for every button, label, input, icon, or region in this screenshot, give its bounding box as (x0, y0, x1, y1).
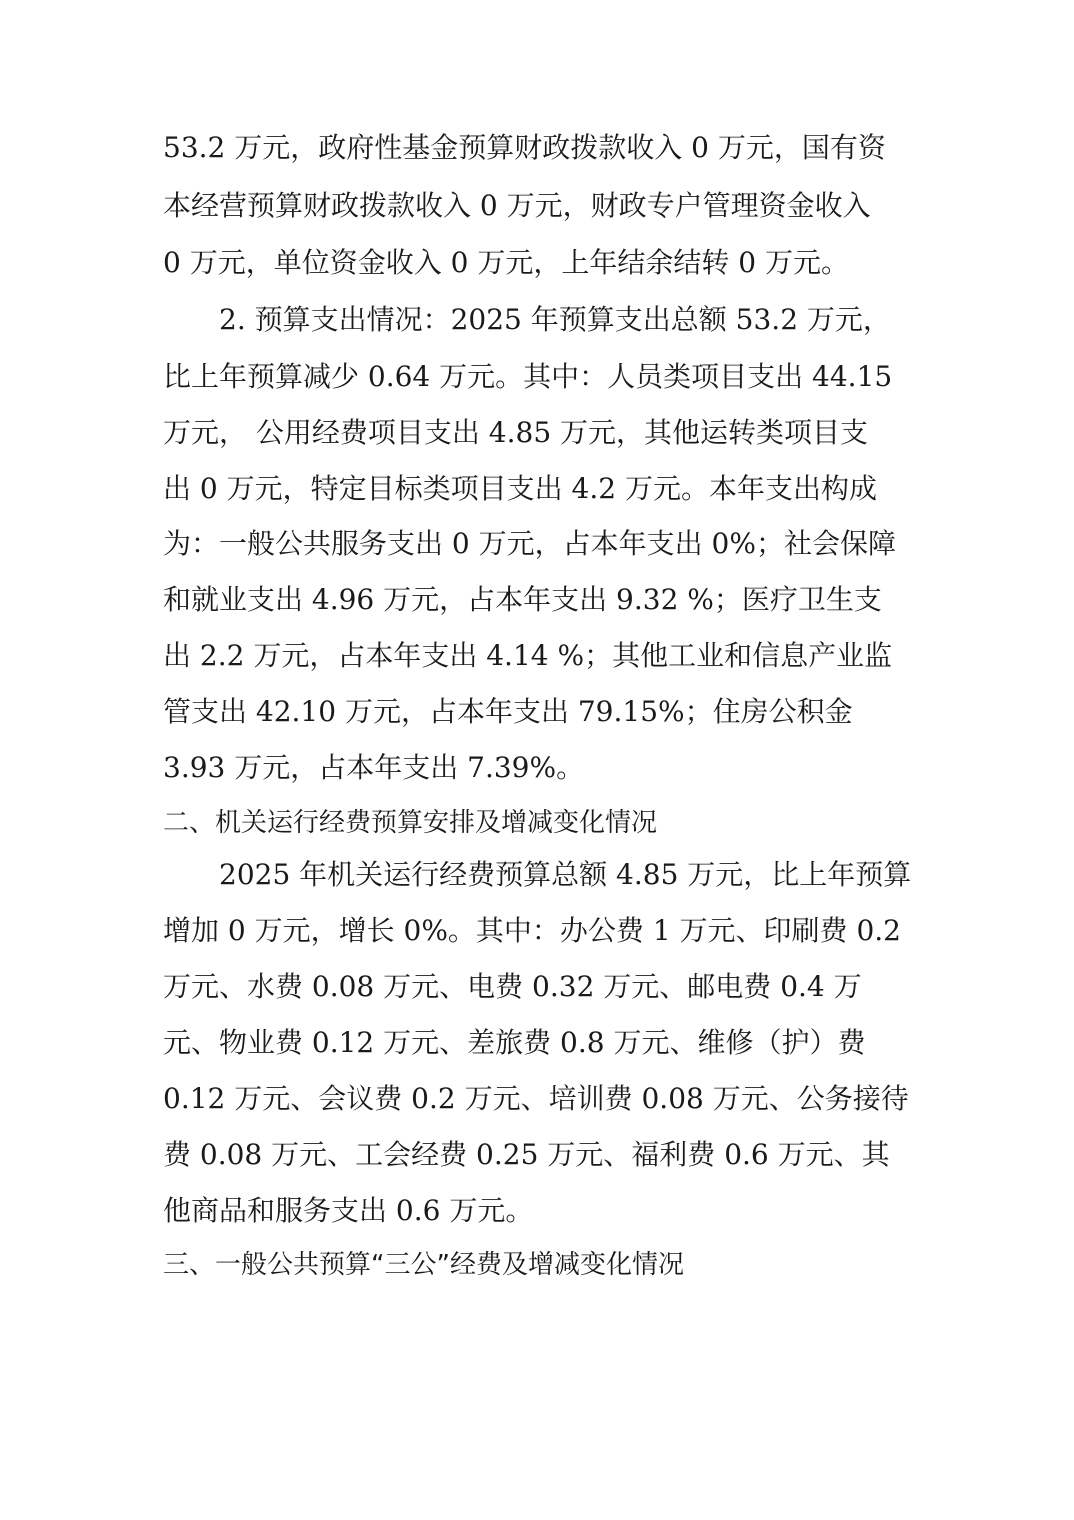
text-line: 2. 预算支出情况：2025 年预算支出总额 53.2 万元， (219, 303, 891, 336)
text-line: 增加 0 万元，增长 0%。其中：办公费 1 万元、印刷费 0.2 (163, 914, 901, 947)
text-line: 出 0 万元，特定目标类项目支出 4.2 万元。本年支出构成 (163, 472, 877, 505)
text-line: 本经营预算财政拨款收入 0 万元，财政专户管理资金收入 (163, 189, 871, 222)
text-line: 53.2 万元，政府性基金预算财政拨款收入 0 万元，国有资 (163, 131, 886, 164)
section-heading-2: 二、机关运行经费预算安排及增减变化情况 (163, 808, 658, 838)
text-line: 出 2.2 万元，占本年支出 4.14 %；其他工业和信息产业监 (163, 639, 893, 672)
text-line: 3.93 万元，占本年支出 7.39%。 (163, 751, 585, 784)
text-line: 元、物业费 0.12 万元、差旅费 0.8 万元、维修（护）费 (163, 1026, 866, 1059)
text-line: 他商品和服务支出 0.6 万元。 (163, 1194, 534, 1227)
text-line: 为：一般公共服务支出 0 万元，占本年支出 0%；社会保障 (163, 527, 896, 560)
section-heading-3: 三、一般公共预算“三公”经费及增减变化情况 (163, 1250, 684, 1280)
text-line: 费 0.08 万元、工会经费 0.25 万元、福利费 0.6 万元、其 (163, 1138, 890, 1171)
text-line: 0 万元，单位资金收入 0 万元，上年结余结转 0 万元。 (163, 246, 849, 279)
text-line: 万元、水费 0.08 万元、电费 0.32 万元、邮电费 0.4 万 (163, 970, 862, 1003)
text-line: 管支出 42.10 万元，占本年支出 79.15%；住房公积金 (163, 695, 853, 728)
text-line: 比上年预算减少 0.64 万元。其中：人员类项目支出 44.15 (163, 360, 893, 393)
text-line: 和就业支出 4.96 万元，占本年支出 9.32 %；医疗卫生支 (163, 583, 882, 616)
text-line: 万元， 公用经费项目支出 4.85 万元，其他运转类项目支 (163, 416, 869, 449)
text-line: 0.12 万元、会议费 0.2 万元、培训费 0.08 万元、公务接待 (163, 1082, 909, 1115)
text-line: 2025 年机关运行经费预算总额 4.85 万元，比上年预算 (219, 858, 912, 891)
